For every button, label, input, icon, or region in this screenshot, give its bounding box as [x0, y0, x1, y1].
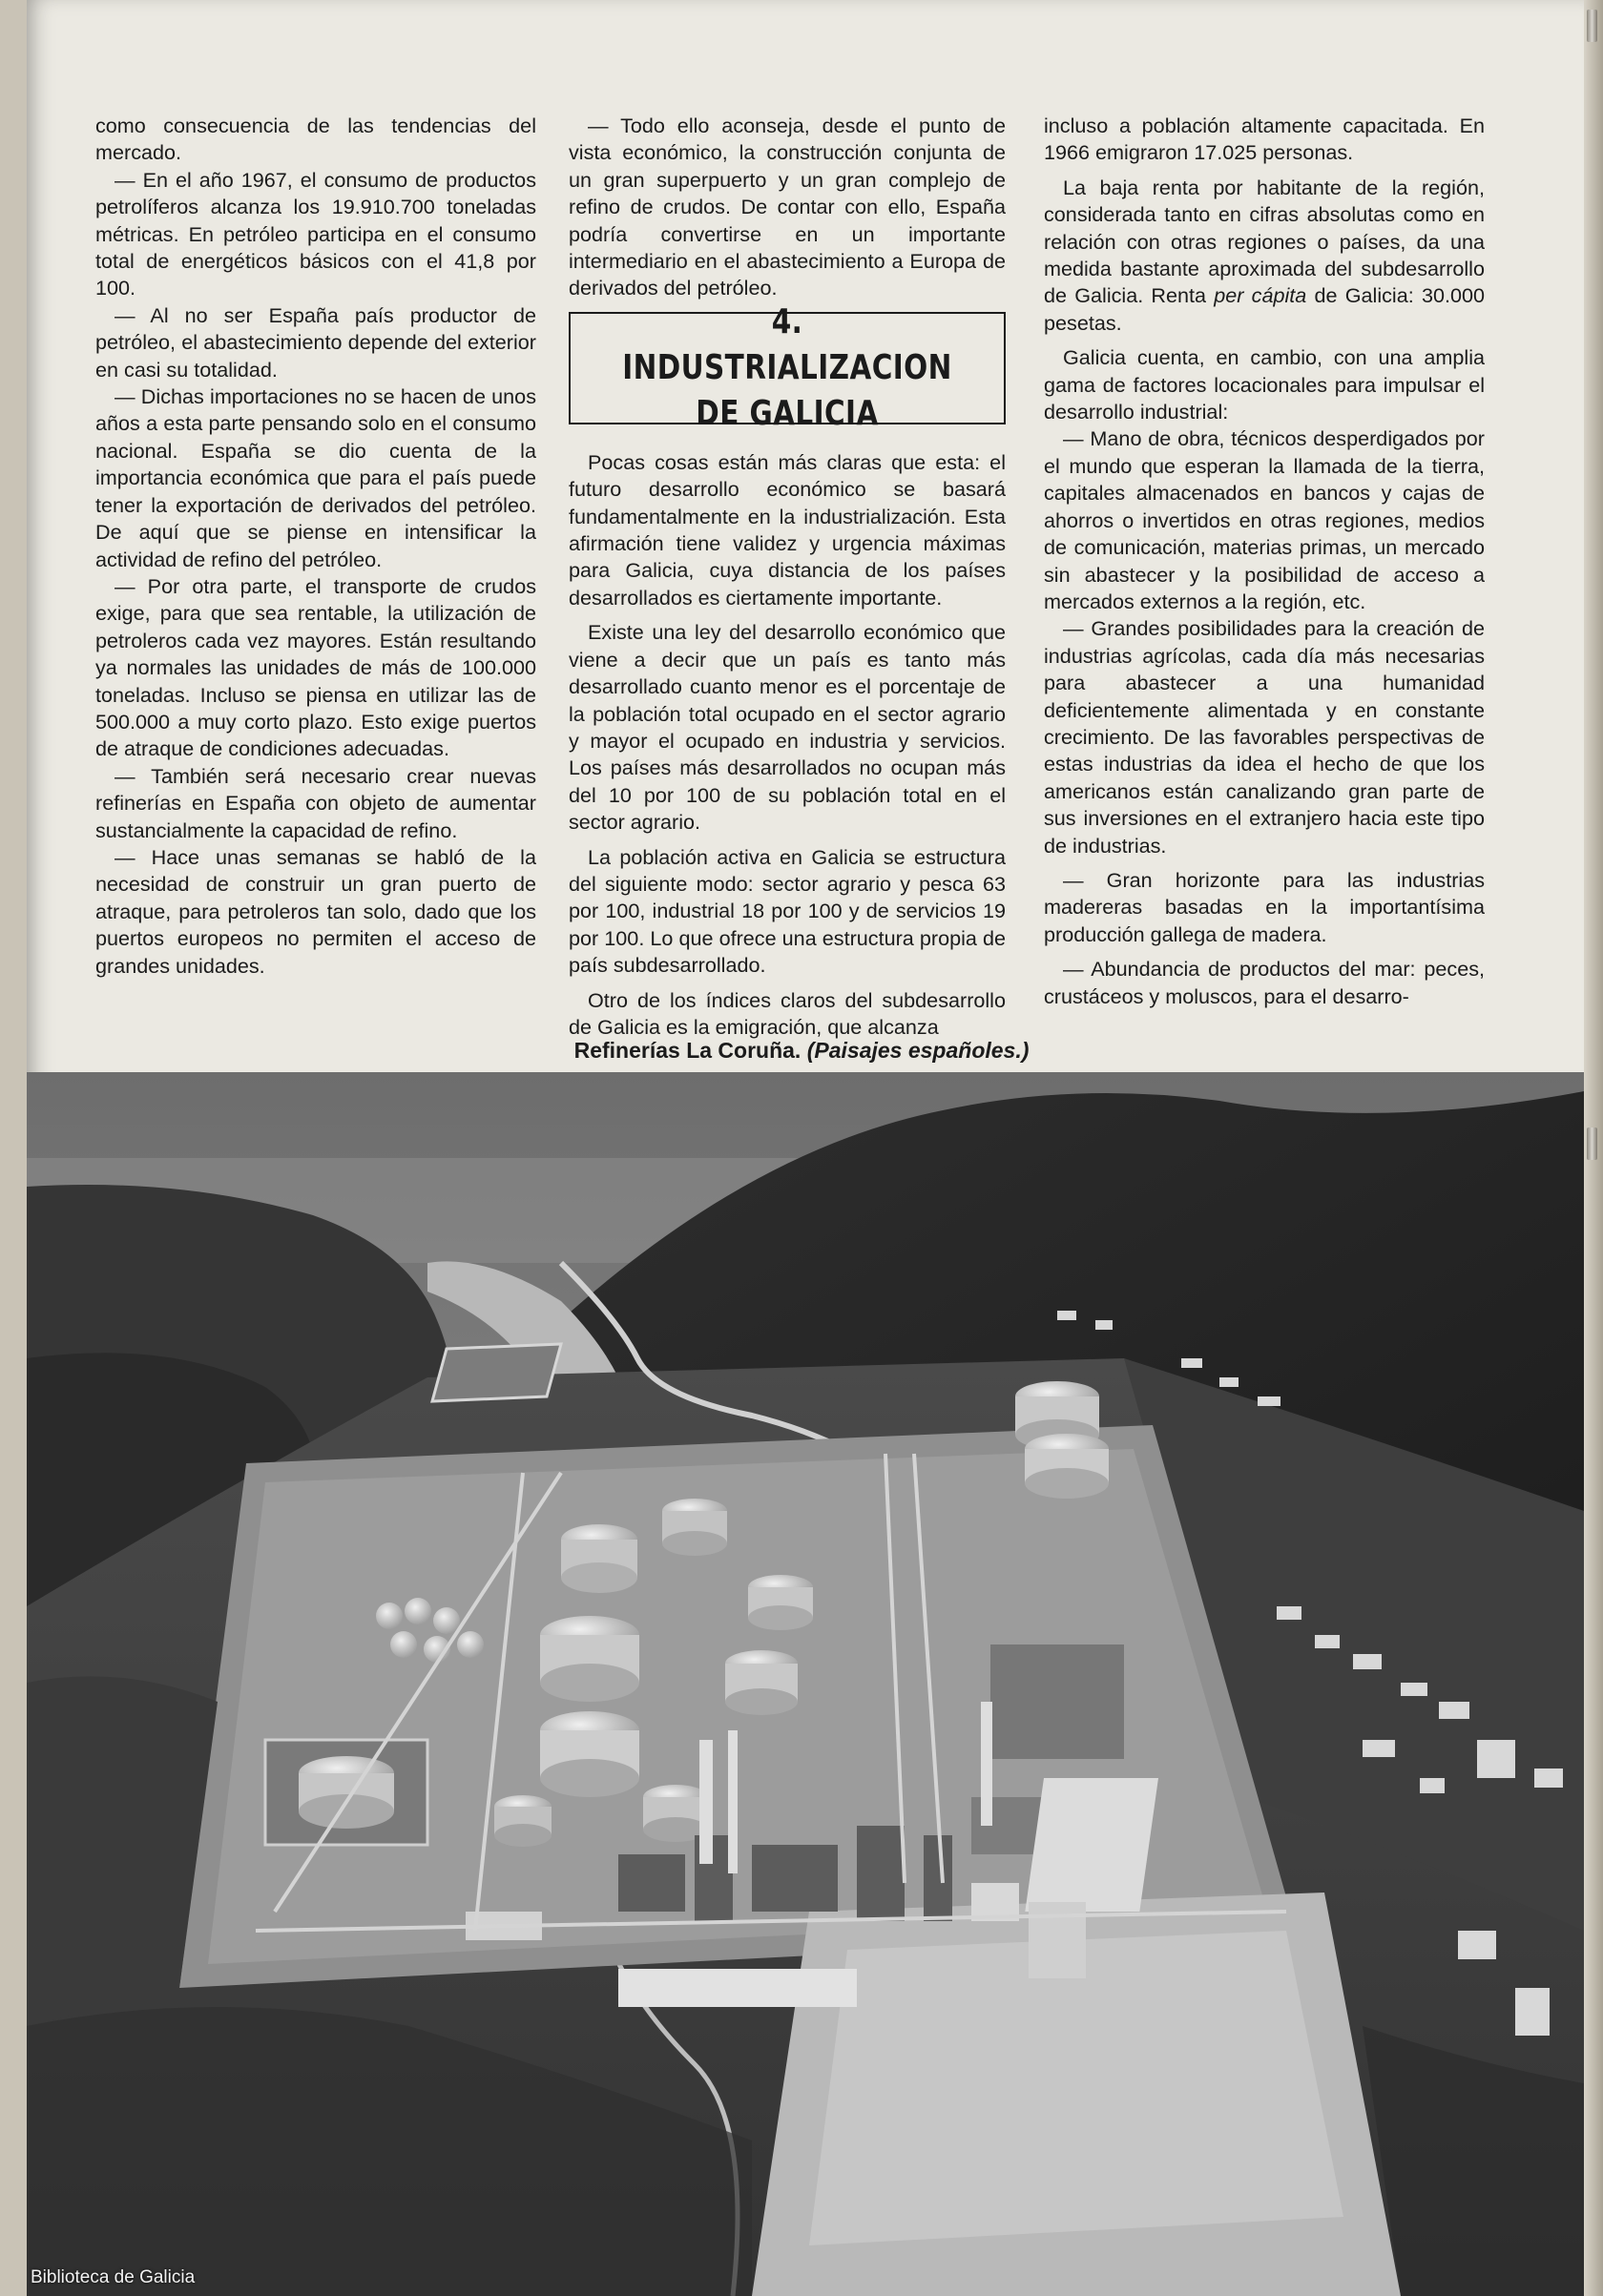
col3-paragraph: — Gran horizonte para las industrias madereras basadas en la importantísima producción gallega de madera. — [1044, 867, 1485, 946]
col2-paragraph: Pocas cosas están más claras que esta: el futuro desarrollo económico se basará fundamentalmente en la industrialización. Esta afirmación tiene validez y urgencia máximas para Galicia, cuya distancia de los países desarrollados es ciertamente importante. — [569, 449, 1006, 610]
col2-paragraph: Existe una ley del desarrollo económico que viene a decir que un país es tanto más desarrollado cuanto menor es el porcentaje de la población total ocupado en el sector agrario y mayor el ocupado en industria y servicios. Los países más desarrollados no ocupan más del 10 por 100 de su población total en el sector agrario. — [569, 620, 1006, 835]
caption-credit: (Paisajes españoles.) — [806, 1038, 1030, 1063]
col3-text: La baja renta por habitante de la región, considerada tanto en cifras absolutas como en relación con otras regiones o países, da una medida bastante aproximada del subdesarrollo de Galicia. Renta — [1044, 175, 1485, 308]
refinery-aerial-illustration — [27, 1072, 1584, 2296]
refinery-aerial-photo — [27, 1072, 1584, 2296]
col3-paragraph: incluso a población altamente capacitada. En 1966 emigraron 17.025 personas. — [1044, 114, 1485, 165]
caption-title: Refinerías La Coruña. — [573, 1038, 802, 1063]
col3-paragraph-renta — [1044, 175, 1485, 337]
col2-paragraph: La población activa en Galicia se estructura del siguiente modo: sector agrario y pesca 63 por 100, industrial 18 por 100 y de servicios 19 por 100. Lo que ofrece una estructura propia de país subdesarrollado. — [569, 844, 1006, 978]
staple-top — [1587, 10, 1597, 42]
text-column-2 — [569, 113, 1006, 1041]
library-watermark: Biblioteca de Galicia — [31, 2267, 196, 2287]
text-column-1 — [95, 113, 536, 980]
col1-paragraph: como consecuencia de las tendencias del mercado. — [95, 114, 536, 165]
col1-paragraph: — Por otra parte, el transporte de crudos exige, para que sea rentable, la utilización de petroleros cada vez mayores. Están resultando ya normales las unidades de más de 100.000 toneladas. Incluso se piensa en utilizar las de 500.000 a muy corto plazo. Esto exige puertos de atraque de condiciones adecuadas. — [95, 573, 536, 761]
section-heading-box — [569, 301, 1006, 433]
col1-paragraph: — También será necesario crear nuevas refinerías en España con objeto de aumentar sustancialmente la capacidad de refino. — [95, 763, 536, 842]
col1-paragraph: — Hace unas semanas se habló de la necesidad de construir un gran puerto de atraque, para petroleros tan solo, dado que los puertos europeos no permiten el acceso de grandes unidades. — [95, 844, 536, 978]
col1-paragraph: — Al no ser España país productor de petróleo, el abastecimiento depende del exterior en casi su totalidad. — [95, 302, 536, 382]
col1-paragraph: — En el año 1967, el consumo de productos petrolíferos alcanza los 19.910.700 toneladas métricas. En petróleo participa en el consumo total de energéticos básicos con el 41,8 por 100. — [95, 167, 536, 300]
section-heading: 4. INDUSTRIALIZACION DE GALICIA — [622, 301, 952, 433]
col3-paragraph: — Mano de obra, técnicos desperdigados por el mundo que esperan la llamada de la tierra, capitales almacenados en bancos y cajas de ahorros o invertidos en otras regiones, medios de comunicación, materias primas, un mercado sin abastecer y la posibilidad de acceso a mercados externos a la región, etc. — [1044, 426, 1485, 613]
col3-text: de Galicia: 30.000 pesetas. — [1044, 283, 1485, 335]
staple-middle — [1587, 1127, 1597, 1160]
col2-intro-paragraph: — Todo ello aconseja, desde el punto de vista económico, la construcción conjunta de un gran superpuerto y un gran complejo de refino de crudos. De contar con ello, España podría convertirse en un importante intermediario en el abastecimiento a Europa de derivados del petróleo. — [569, 114, 1006, 300]
photo-caption — [0, 1038, 1603, 1064]
col3-paragraph: Galicia cuenta, en cambio, con una amplia gama de factores locacionales para impulsar el desarrollo industrial: — [1044, 345, 1485, 424]
col3-paragraph: — Grandes posibilidades para la creación de industrias agrícolas, cada día más necesarias para abastecer a una humanidad deficientemente alimentada y en constante crecimiento. De las favorables perspectivas de estas industrias da idea el hecho de que los americanos están canalizando gran parte de sus inversiones en el extranjero hacia este tipo de industrias. — [1044, 616, 1485, 858]
col2-paragraph: Otro de los índices claros del subdesarrollo de Galicia es la emigración, que alcanza — [569, 987, 1006, 1039]
col3-paragraph: — Abundancia de productos del mar: peces, crustáceos y moluscos, para el desarro- — [1044, 957, 1485, 1008]
col1-paragraph: — Dichas importaciones no se hacen de unos años a esta parte pensando solo en el consumo nacional. España se dio cuenta de la importancia económica que para el país puede tener la exportación de derivados del petróleo. De aquí que se piense en intensificar la actividad de refino del petróleo. — [95, 384, 536, 571]
col3-italic-term: per cápita — [1214, 283, 1307, 308]
text-column-3 — [1044, 113, 1485, 1010]
